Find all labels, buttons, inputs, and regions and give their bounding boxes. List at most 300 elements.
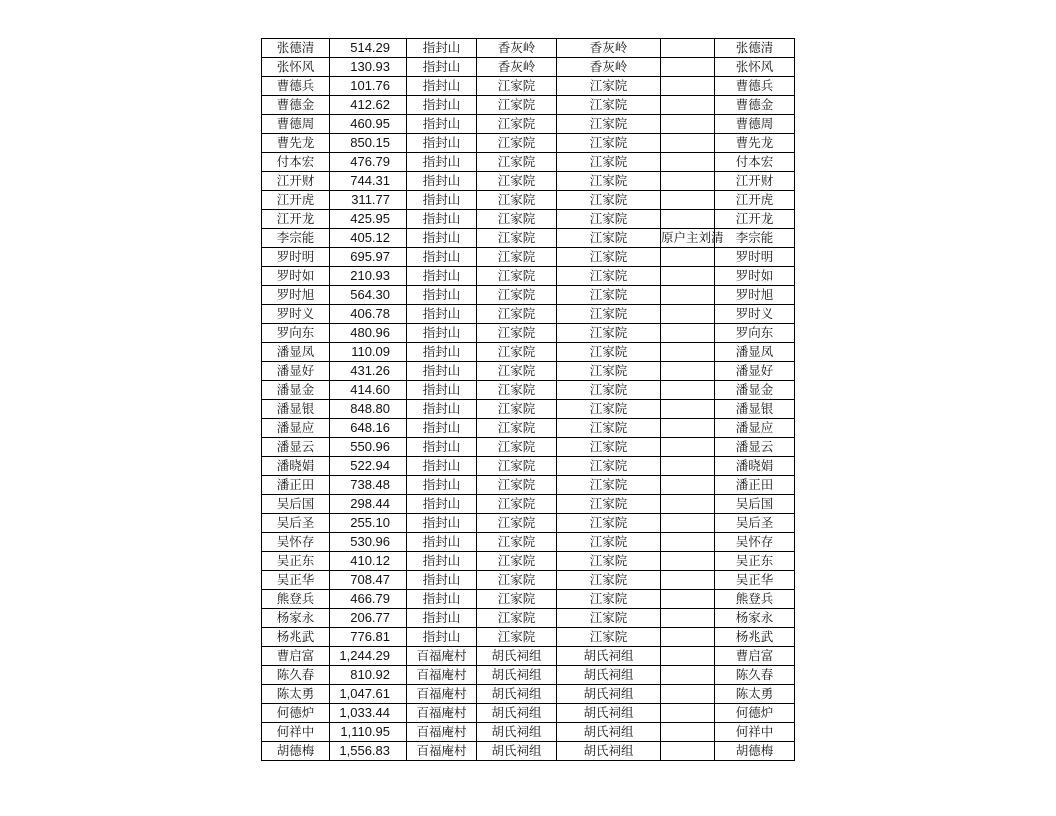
- group-cell: 江家院: [477, 476, 557, 495]
- area-cell: 522.94: [330, 457, 407, 476]
- location-cell: 江家院: [557, 134, 661, 153]
- location-cell: 江家院: [557, 457, 661, 476]
- table-row: [262, 286, 795, 305]
- owner-name-cell: 吴后圣: [262, 514, 330, 533]
- location-cell: 江家院: [557, 609, 661, 628]
- location-cell: 江家院: [557, 362, 661, 381]
- owner-name-cell: 胡德梅: [262, 742, 330, 761]
- area-cell: 550.96: [330, 438, 407, 457]
- table-row: [262, 704, 795, 723]
- group-cell: 江家院: [477, 533, 557, 552]
- owner-name-cell: 曹启富: [262, 647, 330, 666]
- owner-name-cell: 杨兆武: [262, 628, 330, 647]
- owner-name-cell: 潘显凤: [262, 343, 330, 362]
- owner-name-cell: 吴正华: [262, 571, 330, 590]
- signature-name-cell: 杨兆武: [715, 628, 795, 647]
- area-cell: 412.62: [330, 96, 407, 115]
- table-row: [262, 381, 795, 400]
- village-cell: 指封山: [407, 552, 477, 571]
- village-cell: 百福庵村: [407, 647, 477, 666]
- village-cell: 指封山: [407, 210, 477, 229]
- village-cell: 指封山: [407, 438, 477, 457]
- area-cell: 460.95: [330, 115, 407, 134]
- table-row: [262, 134, 795, 153]
- owner-name-cell: 江开财: [262, 172, 330, 191]
- owner-name-cell: 江开虎: [262, 191, 330, 210]
- area-cell: 405.12: [330, 229, 407, 248]
- group-cell: 江家院: [477, 77, 557, 96]
- village-cell: 指封山: [407, 400, 477, 419]
- area-cell: 564.30: [330, 286, 407, 305]
- area-cell: 101.76: [330, 77, 407, 96]
- remark-cell: [661, 153, 715, 172]
- signature-name-cell: 罗时旭: [715, 286, 795, 305]
- remark-cell: [661, 400, 715, 419]
- area-cell: 738.48: [330, 476, 407, 495]
- area-cell: 431.26: [330, 362, 407, 381]
- table-body: [262, 39, 795, 761]
- remark-cell: [661, 533, 715, 552]
- remark-cell: [661, 704, 715, 723]
- area-cell: 514.29: [330, 39, 407, 58]
- location-cell: 胡氏祠组: [557, 704, 661, 723]
- group-cell: 江家院: [477, 96, 557, 115]
- village-cell: 指封山: [407, 324, 477, 343]
- remark-cell: [661, 514, 715, 533]
- area-cell: 476.79: [330, 153, 407, 172]
- table-row: [262, 742, 795, 761]
- owner-name-cell: 潘显云: [262, 438, 330, 457]
- signature-name-cell: 吴正华: [715, 571, 795, 590]
- signature-name-cell: 何祥中: [715, 723, 795, 742]
- location-cell: 江家院: [557, 419, 661, 438]
- owner-name-cell: 陈太勇: [262, 685, 330, 704]
- area-cell: 744.31: [330, 172, 407, 191]
- village-cell: 百福庵村: [407, 685, 477, 704]
- signature-name-cell: 张德清: [715, 39, 795, 58]
- village-cell: 指封山: [407, 77, 477, 96]
- signature-name-cell: 吴正东: [715, 552, 795, 571]
- location-cell: 胡氏祠组: [557, 723, 661, 742]
- owner-name-cell: 罗向东: [262, 324, 330, 343]
- owner-name-cell: 潘显好: [262, 362, 330, 381]
- location-cell: 江家院: [557, 305, 661, 324]
- village-cell: 指封山: [407, 286, 477, 305]
- owner-name-cell: 曹德金: [262, 96, 330, 115]
- group-cell: 胡氏祠组: [477, 723, 557, 742]
- group-cell: 江家院: [477, 210, 557, 229]
- village-cell: 指封山: [407, 362, 477, 381]
- table-row: [262, 590, 795, 609]
- table-row: [262, 172, 795, 191]
- signature-name-cell: 潘显好: [715, 362, 795, 381]
- owner-name-cell: 潘晓娟: [262, 457, 330, 476]
- remark-cell: [661, 685, 715, 704]
- village-cell: 百福庵村: [407, 666, 477, 685]
- owner-name-cell: 曹德兵: [262, 77, 330, 96]
- group-cell: 江家院: [477, 400, 557, 419]
- area-cell: 1,047.61: [330, 685, 407, 704]
- village-cell: 指封山: [407, 305, 477, 324]
- owner-name-cell: 张德清: [262, 39, 330, 58]
- spreadsheet-page: [261, 38, 795, 761]
- signature-name-cell: 吴后圣: [715, 514, 795, 533]
- signature-name-cell: 江开虎: [715, 191, 795, 210]
- location-cell: 江家院: [557, 115, 661, 134]
- signature-name-cell: 熊登兵: [715, 590, 795, 609]
- village-cell: 百福庵村: [407, 742, 477, 761]
- signature-name-cell: 吴怀存: [715, 533, 795, 552]
- table-row: [262, 552, 795, 571]
- area-cell: 1,244.29: [330, 647, 407, 666]
- remark-cell: [661, 58, 715, 77]
- owner-name-cell: 潘显金: [262, 381, 330, 400]
- owner-name-cell: 何德炉: [262, 704, 330, 723]
- area-cell: 466.79: [330, 590, 407, 609]
- signature-name-cell: 李宗能: [715, 229, 795, 248]
- location-cell: 香灰岭: [557, 39, 661, 58]
- village-cell: 指封山: [407, 58, 477, 77]
- remark-cell: [661, 39, 715, 58]
- village-cell: 百福庵村: [407, 704, 477, 723]
- owner-name-cell: 熊登兵: [262, 590, 330, 609]
- signature-name-cell: 潘显金: [715, 381, 795, 400]
- village-cell: 指封山: [407, 96, 477, 115]
- village-cell: 百福庵村: [407, 723, 477, 742]
- table-row: [262, 324, 795, 343]
- village-cell: 指封山: [407, 495, 477, 514]
- group-cell: 江家院: [477, 286, 557, 305]
- location-cell: 江家院: [557, 324, 661, 343]
- location-cell: 江家院: [557, 552, 661, 571]
- location-cell: 江家院: [557, 571, 661, 590]
- village-cell: 指封山: [407, 248, 477, 267]
- owner-name-cell: 罗时义: [262, 305, 330, 324]
- location-cell: 江家院: [557, 267, 661, 286]
- signature-name-cell: 曹德周: [715, 115, 795, 134]
- group-cell: 江家院: [477, 628, 557, 647]
- group-cell: 江家院: [477, 229, 557, 248]
- table-row: [262, 438, 795, 457]
- remark-cell: [661, 115, 715, 134]
- signature-name-cell: 罗时义: [715, 305, 795, 324]
- village-cell: 指封山: [407, 115, 477, 134]
- remark-cell: [661, 286, 715, 305]
- area-cell: 311.77: [330, 191, 407, 210]
- location-cell: 香灰岭: [557, 58, 661, 77]
- signature-name-cell: 吴后国: [715, 495, 795, 514]
- village-cell: 指封山: [407, 609, 477, 628]
- table-row: [262, 571, 795, 590]
- signature-name-cell: 潘显应: [715, 419, 795, 438]
- remark-cell: [661, 267, 715, 286]
- remark-cell: [661, 77, 715, 96]
- group-cell: 江家院: [477, 172, 557, 191]
- signature-name-cell: 罗时明: [715, 248, 795, 267]
- owner-name-cell: 杨家永: [262, 609, 330, 628]
- table-row: [262, 343, 795, 362]
- location-cell: 江家院: [557, 514, 661, 533]
- village-cell: 指封山: [407, 267, 477, 286]
- table-row: [262, 533, 795, 552]
- location-cell: 江家院: [557, 343, 661, 362]
- remark-cell: [661, 457, 715, 476]
- location-cell: 江家院: [557, 172, 661, 191]
- signature-name-cell: 江开财: [715, 172, 795, 191]
- table-row: [262, 685, 795, 704]
- table-row: [262, 115, 795, 134]
- village-cell: 指封山: [407, 172, 477, 191]
- village-cell: 指封山: [407, 533, 477, 552]
- signature-name-cell: 潘显凤: [715, 343, 795, 362]
- group-cell: 江家院: [477, 514, 557, 533]
- table-row: [262, 96, 795, 115]
- location-cell: 江家院: [557, 229, 661, 248]
- area-cell: 110.09: [330, 343, 407, 362]
- group-cell: 江家院: [477, 324, 557, 343]
- location-cell: 江家院: [557, 210, 661, 229]
- owner-name-cell: 罗时如: [262, 267, 330, 286]
- village-cell: 指封山: [407, 457, 477, 476]
- location-cell: 江家院: [557, 96, 661, 115]
- location-cell: 江家院: [557, 191, 661, 210]
- area-cell: 298.44: [330, 495, 407, 514]
- group-cell: 江家院: [477, 419, 557, 438]
- area-cell: 850.15: [330, 134, 407, 153]
- signature-name-cell: 杨家永: [715, 609, 795, 628]
- village-cell: 指封山: [407, 191, 477, 210]
- table-row: [262, 609, 795, 628]
- signature-name-cell: 胡德梅: [715, 742, 795, 761]
- area-cell: 210.93: [330, 267, 407, 286]
- remark-cell: [661, 96, 715, 115]
- area-cell: 1,110.95: [330, 723, 407, 742]
- table-row: [262, 628, 795, 647]
- signature-name-cell: 陈久春: [715, 666, 795, 685]
- table-row: [262, 723, 795, 742]
- location-cell: 江家院: [557, 381, 661, 400]
- owner-name-cell: 付本宏: [262, 153, 330, 172]
- village-cell: 指封山: [407, 39, 477, 58]
- signature-name-cell: 曹德金: [715, 96, 795, 115]
- area-cell: 695.97: [330, 248, 407, 267]
- remark-cell: [661, 609, 715, 628]
- location-cell: 江家院: [557, 590, 661, 609]
- area-cell: 1,556.83: [330, 742, 407, 761]
- group-cell: 江家院: [477, 495, 557, 514]
- location-cell: 江家院: [557, 153, 661, 172]
- table-row: [262, 229, 795, 248]
- owner-name-cell: 潘显应: [262, 419, 330, 438]
- table-row: [262, 39, 795, 58]
- group-cell: 江家院: [477, 552, 557, 571]
- village-cell: 指封山: [407, 419, 477, 438]
- area-cell: 206.77: [330, 609, 407, 628]
- remark-cell: [661, 324, 715, 343]
- group-cell: 江家院: [477, 191, 557, 210]
- table-row: [262, 58, 795, 77]
- area-cell: 776.81: [330, 628, 407, 647]
- owner-name-cell: 李宗能: [262, 229, 330, 248]
- owner-name-cell: 吴后国: [262, 495, 330, 514]
- village-cell: 指封山: [407, 153, 477, 172]
- area-cell: 848.80: [330, 400, 407, 419]
- village-cell: 指封山: [407, 514, 477, 533]
- village-cell: 指封山: [407, 134, 477, 153]
- remark-cell: [661, 210, 715, 229]
- owner-name-cell: 罗时明: [262, 248, 330, 267]
- group-cell: 胡氏祠组: [477, 704, 557, 723]
- location-cell: 胡氏祠组: [557, 685, 661, 704]
- signature-name-cell: 潘显云: [715, 438, 795, 457]
- location-cell: 江家院: [557, 286, 661, 305]
- owner-name-cell: 罗时旭: [262, 286, 330, 305]
- signature-name-cell: 江开龙: [715, 210, 795, 229]
- group-cell: 香灰岭: [477, 39, 557, 58]
- remark-cell: [661, 590, 715, 609]
- owner-name-cell: 潘显银: [262, 400, 330, 419]
- group-cell: 胡氏祠组: [477, 647, 557, 666]
- owner-name-cell: 吴怀存: [262, 533, 330, 552]
- area-cell: 130.93: [330, 58, 407, 77]
- signature-name-cell: 曹先龙: [715, 134, 795, 153]
- area-cell: 406.78: [330, 305, 407, 324]
- group-cell: 香灰岭: [477, 58, 557, 77]
- group-cell: 江家院: [477, 134, 557, 153]
- location-cell: 江家院: [557, 77, 661, 96]
- signature-name-cell: 潘正田: [715, 476, 795, 495]
- table-row: [262, 248, 795, 267]
- signature-name-cell: 陈太勇: [715, 685, 795, 704]
- village-cell: 指封山: [407, 571, 477, 590]
- table-row: [262, 495, 795, 514]
- signature-name-cell: 罗时如: [715, 267, 795, 286]
- group-cell: 胡氏祠组: [477, 685, 557, 704]
- area-cell: 1,033.44: [330, 704, 407, 723]
- table-row: [262, 647, 795, 666]
- location-cell: 江家院: [557, 248, 661, 267]
- group-cell: 江家院: [477, 115, 557, 134]
- remark-cell: [661, 723, 715, 742]
- village-cell: 指封山: [407, 343, 477, 362]
- remark-cell: [661, 381, 715, 400]
- signature-name-cell: 曹德兵: [715, 77, 795, 96]
- owner-name-cell: 潘正田: [262, 476, 330, 495]
- group-cell: 江家院: [477, 381, 557, 400]
- remark-cell: [661, 476, 715, 495]
- owner-name-cell: 吴正东: [262, 552, 330, 571]
- table-row: [262, 514, 795, 533]
- remark-cell: [661, 172, 715, 191]
- table-row: [262, 153, 795, 172]
- village-cell: 指封山: [407, 476, 477, 495]
- area-cell: 480.96: [330, 324, 407, 343]
- table-row: [262, 267, 795, 286]
- table-row: [262, 210, 795, 229]
- signature-name-cell: 张怀风: [715, 58, 795, 77]
- location-cell: 江家院: [557, 533, 661, 552]
- owner-name-cell: 何祥中: [262, 723, 330, 742]
- owner-name-cell: 曹德周: [262, 115, 330, 134]
- location-cell: 胡氏祠组: [557, 666, 661, 685]
- area-cell: 648.16: [330, 419, 407, 438]
- group-cell: 江家院: [477, 343, 557, 362]
- remark-cell: [661, 343, 715, 362]
- location-cell: 江家院: [557, 495, 661, 514]
- remark-cell: [661, 248, 715, 267]
- remark-cell: [661, 647, 715, 666]
- table-row: [262, 457, 795, 476]
- owner-name-cell: 陈久春: [262, 666, 330, 685]
- group-cell: 江家院: [477, 267, 557, 286]
- table-row: [262, 77, 795, 96]
- signature-name-cell: 付本宏: [715, 153, 795, 172]
- group-cell: 江家院: [477, 153, 557, 172]
- village-cell: 指封山: [407, 628, 477, 647]
- group-cell: 江家院: [477, 590, 557, 609]
- remark-cell: [661, 571, 715, 590]
- group-cell: 江家院: [477, 438, 557, 457]
- area-cell: 410.12: [330, 552, 407, 571]
- table-row: [262, 400, 795, 419]
- group-cell: 胡氏祠组: [477, 666, 557, 685]
- location-cell: 胡氏祠组: [557, 647, 661, 666]
- village-cell: 指封山: [407, 381, 477, 400]
- location-cell: 江家院: [557, 476, 661, 495]
- remark-cell: [661, 419, 715, 438]
- group-cell: 江家院: [477, 362, 557, 381]
- group-cell: 江家院: [477, 609, 557, 628]
- village-cell: 指封山: [407, 229, 477, 248]
- remark-cell: [661, 495, 715, 514]
- table-row: [262, 419, 795, 438]
- location-cell: 江家院: [557, 400, 661, 419]
- table-row: [262, 305, 795, 324]
- remark-cell: [661, 438, 715, 457]
- remark-cell: [661, 742, 715, 761]
- table-row: [262, 362, 795, 381]
- table-row: [262, 191, 795, 210]
- area-cell: 425.95: [330, 210, 407, 229]
- table-row: [262, 666, 795, 685]
- location-cell: 江家院: [557, 628, 661, 647]
- remark-cell: 原户主刘清: [661, 229, 715, 248]
- signature-name-cell: 潘晓娟: [715, 457, 795, 476]
- group-cell: 江家院: [477, 571, 557, 590]
- group-cell: 胡氏祠组: [477, 742, 557, 761]
- area-cell: 255.10: [330, 514, 407, 533]
- location-cell: 江家院: [557, 438, 661, 457]
- remark-cell: [661, 628, 715, 647]
- village-cell: 指封山: [407, 590, 477, 609]
- area-cell: 810.92: [330, 666, 407, 685]
- remark-cell: [661, 552, 715, 571]
- signature-name-cell: 何德炉: [715, 704, 795, 723]
- remark-cell: [661, 134, 715, 153]
- remark-cell: [661, 305, 715, 324]
- signature-name-cell: 曹启富: [715, 647, 795, 666]
- group-cell: 江家院: [477, 248, 557, 267]
- owner-name-cell: 曹先龙: [262, 134, 330, 153]
- owner-name-cell: 张怀风: [262, 58, 330, 77]
- owner-name-cell: 江开龙: [262, 210, 330, 229]
- group-cell: 江家院: [477, 305, 557, 324]
- group-cell: 江家院: [477, 457, 557, 476]
- remark-cell: [661, 191, 715, 210]
- household-table: [261, 38, 795, 761]
- remark-cell: [661, 666, 715, 685]
- signature-name-cell: 潘显银: [715, 400, 795, 419]
